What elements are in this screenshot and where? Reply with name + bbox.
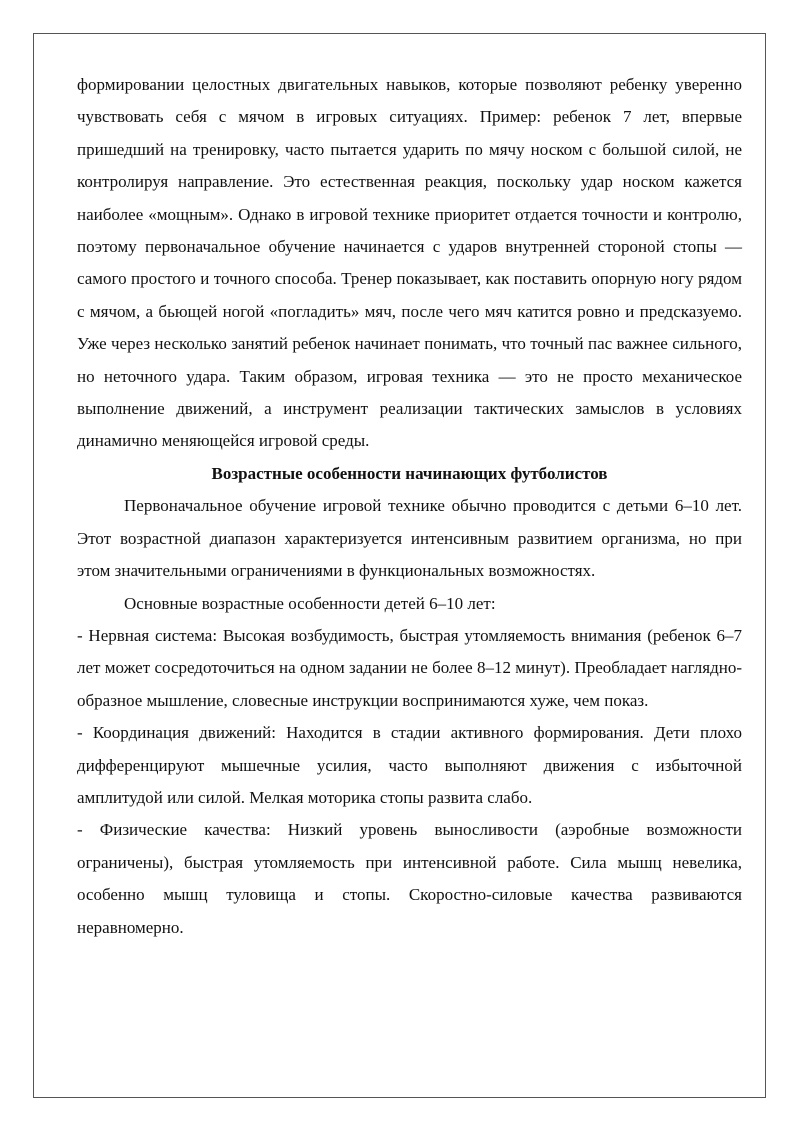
paragraph-features-intro: Основные возрастные особенности детей 6–10 лет:: [124, 593, 496, 613]
document-body: [77, 69, 742, 944]
paragraph-intro-continuation: формировании целостных двигательных навыков, которые позволяют ребенку уверенно чувствовать себя с мячом в игровых ситуациях. Пример: ребенок 7 лет, впервые пришедший на тренировку, часто пытается ударить по мячу носком с большой силой, не контролируя направление. Это естественная реакция, поскольку удар носком кажется наиболее «мощным». Однако в игровой технике приоритет отдается точности и контролю, поэтому первоначальное обучение начинается с ударов внутренней стороной стопы — самого простого и точного способа. Тренер показывает, как поставить опорную ногу рядом с мячом, а бьющей ногой «погладить» мяч, после чего мяч катится ровно и предсказуемо. Уже через несколько занятий ребенок начинает понимать, что точный пас важнее сильного, но неточного удара. Таким образом, игровая техника — это не просто механическое выполнение движений, а инструмент реализации тактических замыслов в условиях динамично меняющейся игровой среды.: [77, 75, 742, 451]
paragraph-age-range: Первоначальное обучение игровой технике обычно проводится с детьми 6–10 лет. Этот возрастной диапазон характеризуется интенсивным развитием организма, но при этом значительными ограничениями в функциональных возможностях.: [77, 496, 742, 581]
list-item-coordination: - Координация движений: Находится в стадии активного формирования. Дети плохо дифференцируют мышечные усилия, часто выполняют движения с избыточной амплитудой или силой. Мелкая моторика стопы развита слабо.: [77, 723, 742, 807]
list-item-physical-qualities: - Физические качества: Низкий уровень выносливости (аэробные возможности ограничены), быстрая утомляемость при интенсивной работе. Сила мышц невелика, особенно мышц туловища и стопы. Скоростно-силовые качества развиваются неравномерно.: [77, 820, 742, 937]
section-heading: Возрастные особенности начинающих футболистов: [211, 463, 608, 483]
list-item-nervous-system: - Нервная система: Высокая возбудимость, быстрая утомляемость внимания (ребенок 6–7 лет может сосредоточиться на одном задании не более 8–12 минут). Преобладает наглядно-образное мышление, словесные инструкции воспринимаются хуже, чем показ.: [77, 625, 742, 710]
